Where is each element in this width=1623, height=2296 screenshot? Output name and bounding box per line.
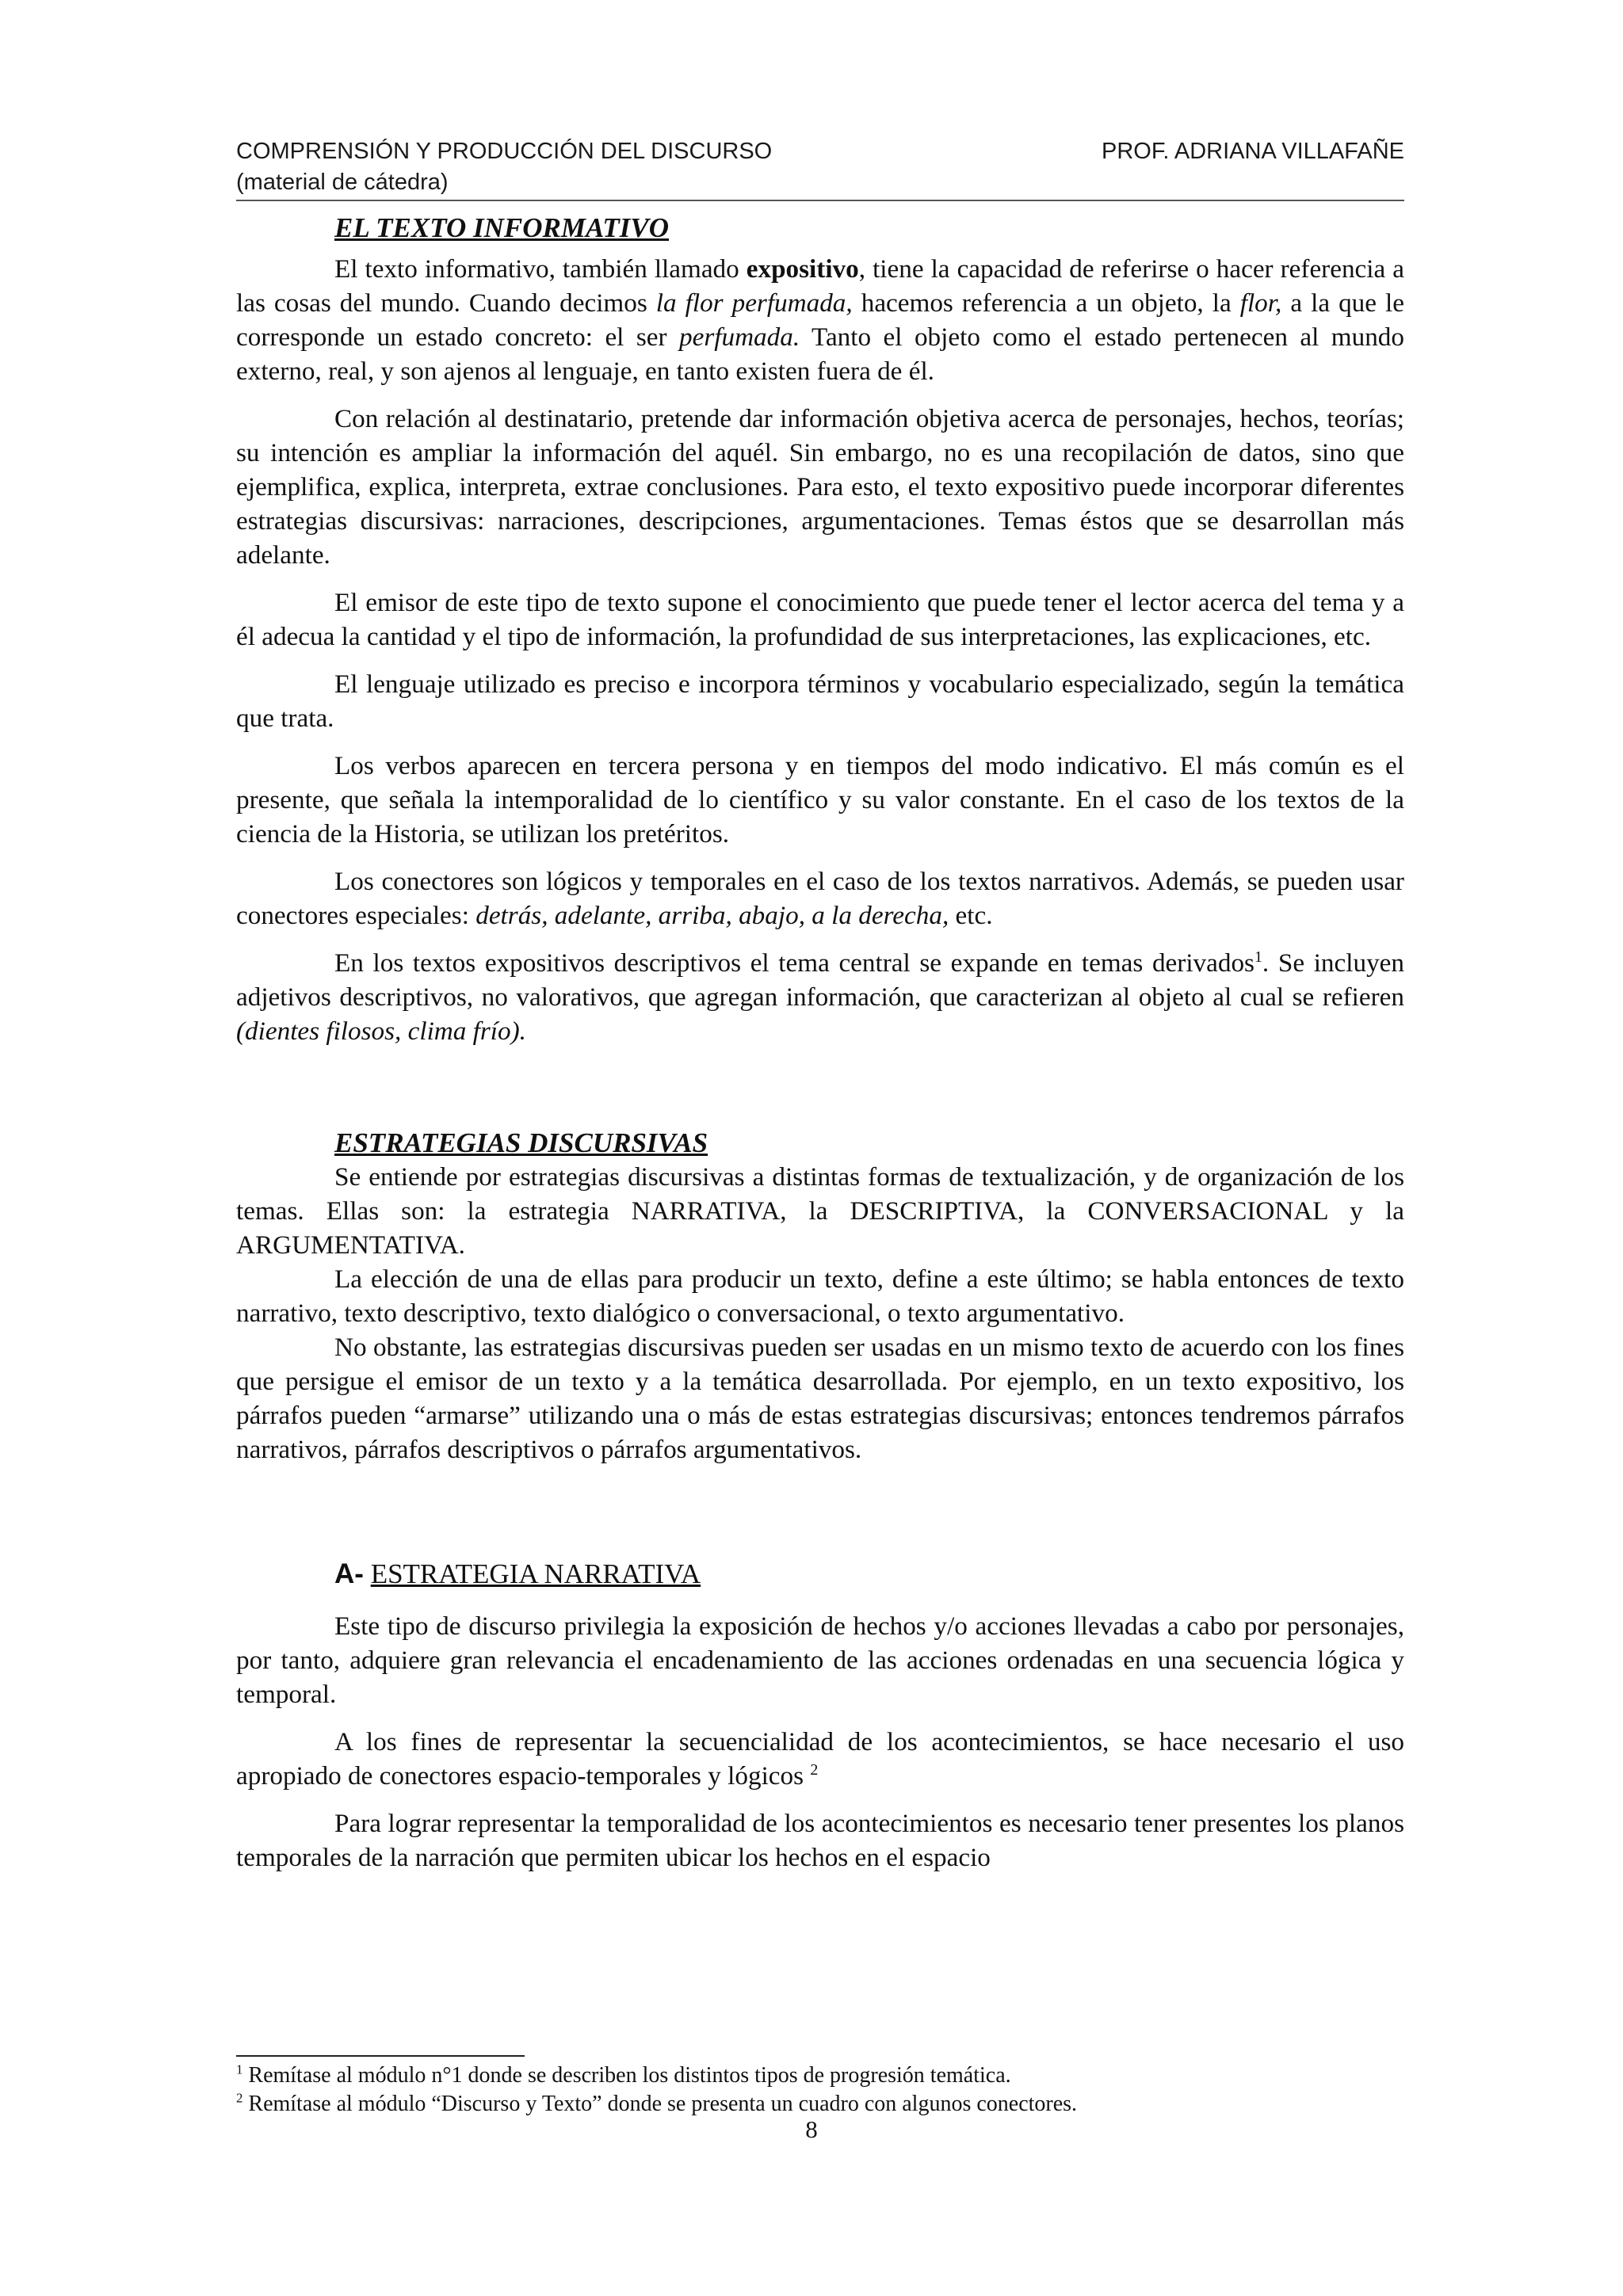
paragraph: Con relación al destinatario, pretende dar información objetiva acerca de personajes, hechos, teorías; su intención es ampliar la información del aquél. Sin embargo, no es una recopilación de datos, sino que ejemplifica, explica, interpreta, extrae conclusiones. Para esto, el texto expositivo puede incorporar diferentes estrategias discursivas: narraciones, descripciones, argumentaciones. Temas éstos que se desarrollan más adelante.: [236, 404, 1404, 570]
section-title-estrategias-discursivas: ESTRATEGIAS DISCURSIVAS: [334, 1127, 708, 1158]
footnote-ref: 2: [810, 1760, 819, 1779]
italic-example: flor,: [1239, 288, 1282, 318]
bold-term: expositivo: [746, 254, 859, 284]
paragraph: Este tipo de discurso privilegia la exposición de hechos y/o acciones llevadas a cabo por personajes, por tanto, adquiere gran relevancia el encadenamiento de las acciones ordenadas en una secuencia lógica y temporal.: [236, 1611, 1404, 1709]
page-header: [236, 136, 1404, 201]
page-body: [236, 211, 1404, 1875]
section-title-texto-informativo: EL TEXTO INFORMATIVO: [334, 212, 670, 243]
italic-example: la flor perfumada,: [655, 288, 853, 318]
header-subtitle: (material de cátedra): [236, 170, 449, 195]
section-label: A-: [334, 1558, 364, 1589]
paragraph: Se entiende por estrategias discursivas a distintas formas de textualización, y de organización de los temas. Ellas son: la estrategia NARRATIVA, la DESCRIPTIVA, la CONVERSACIONAL y la ARGUMENTATIVA.: [236, 1162, 1404, 1260]
page-number: 8: [805, 2115, 818, 2143]
footnote: $^1$ Remítase al módulo n°1 donde se describen los distintos tipos de progresión temática.: [236, 2061, 1011, 2088]
paragraph: No obstante, las estrategias discursivas pueden ser usadas en un mismo texto de acuerdo con los fines que persigue el emisor de un texto y a la temática desarrollada. Por ejemplo, en un texto expositivo, los párrafos pueden “armarse” utilizando una o más de estas estrategias discursivas; entonces tendremos párrafos narrativos, párrafos descriptivos o párrafos argumentativos.: [236, 1333, 1404, 1464]
italic-example: detrás, adelante, arriba, abajo, a la derecha,: [475, 901, 949, 930]
paragraph: El lenguaje utilizado es preciso e incorpora términos y vocabulario especializado, según la temática que trata.: [236, 669, 1404, 733]
header-author: PROF. ADRIANA VILLAFAÑE: [1102, 139, 1404, 164]
section-heading-text: ESTRATEGIA NARRATIVA: [370, 1558, 701, 1589]
footnote-ref: 1: [1254, 948, 1262, 966]
footnote: $^2$ Remítase al módulo “Discurso y Texto” donde se presenta un cuadro con algunos conectores.: [236, 2090, 1078, 2116]
paragraph: El texto informativo, también llamado expositivo, tiene la capacidad de referirse o hacer referencia a las cosas del mundo. Cuando decimos la flor perfumada, hacemos referencia a un objeto, la flor, a la que le corresponde un estado concreto: el ser perfumada. Tanto el objeto como el estado pertenecen al mundo externo, real, y son ajenos al lenguaje, en tanto existen fuera de él.: [236, 254, 1404, 386]
paragraph: Para lograr representar la temporalidad de los acontecimientos es necesario tener presentes los planos temporales de la narración que permiten ubicar los hechos en el espacio: [236, 1809, 1404, 1872]
italic-example: perfumada.: [679, 322, 800, 352]
header-course-title: COMPRENSIÓN Y PRODUCCIÓN DEL DISCURSO: [236, 139, 773, 164]
paragraph: Los verbos aparecen en tercera persona y en tiempos del modo indicativo. El más común es el presente, que señala la intemporalidad de lo científico y su valor constante. En el caso de los textos de la ciencia de la Historia, se utilizan los pretéritos.: [236, 751, 1404, 849]
paragraph: El emisor de este tipo de texto supone el conocimiento que puede tener el lector acerca del tema y a él adecua la cantidad y el tipo de información, la profundidad de sus interpretaciones, las explicaciones, etc.: [236, 588, 1404, 651]
paragraph: En los textos expositivos descriptivos el tema central se expande en temas derivados$^1$. Se incluyen adjetivos descriptivos, no valorativos, que agregan información, que caracterizan al objeto al cual se refieren (dientes filosos, clima frío).: [236, 948, 1404, 1046]
paragraph: Los conectores son lógicos y temporales en el caso de los textos narrativos. Además, se pueden usar conectores especiales: detrás, adelante, arriba, abajo, a la derecha, etc.: [236, 867, 1404, 930]
italic-example: (dientes filosos, clima frío).: [236, 1016, 526, 1046]
paragraph: La elección de una de ellas para producir un texto, define a este último; se habla entonces de texto narrativo, texto descriptivo, texto dialógico o conversacional, o texto argumentativo.: [236, 1264, 1404, 1328]
section-heading-estrategia-narrativa: [334, 1557, 1404, 1591]
paragraph: A los fines de representar la secuencialidad de los acontecimientos, se hace necesario el uso apropiado de conectores espacio-temporales y lógicos $^2$: [236, 1727, 1404, 1791]
footnote-separator: [236, 2055, 525, 2057]
footnotes: [236, 2061, 1404, 2119]
